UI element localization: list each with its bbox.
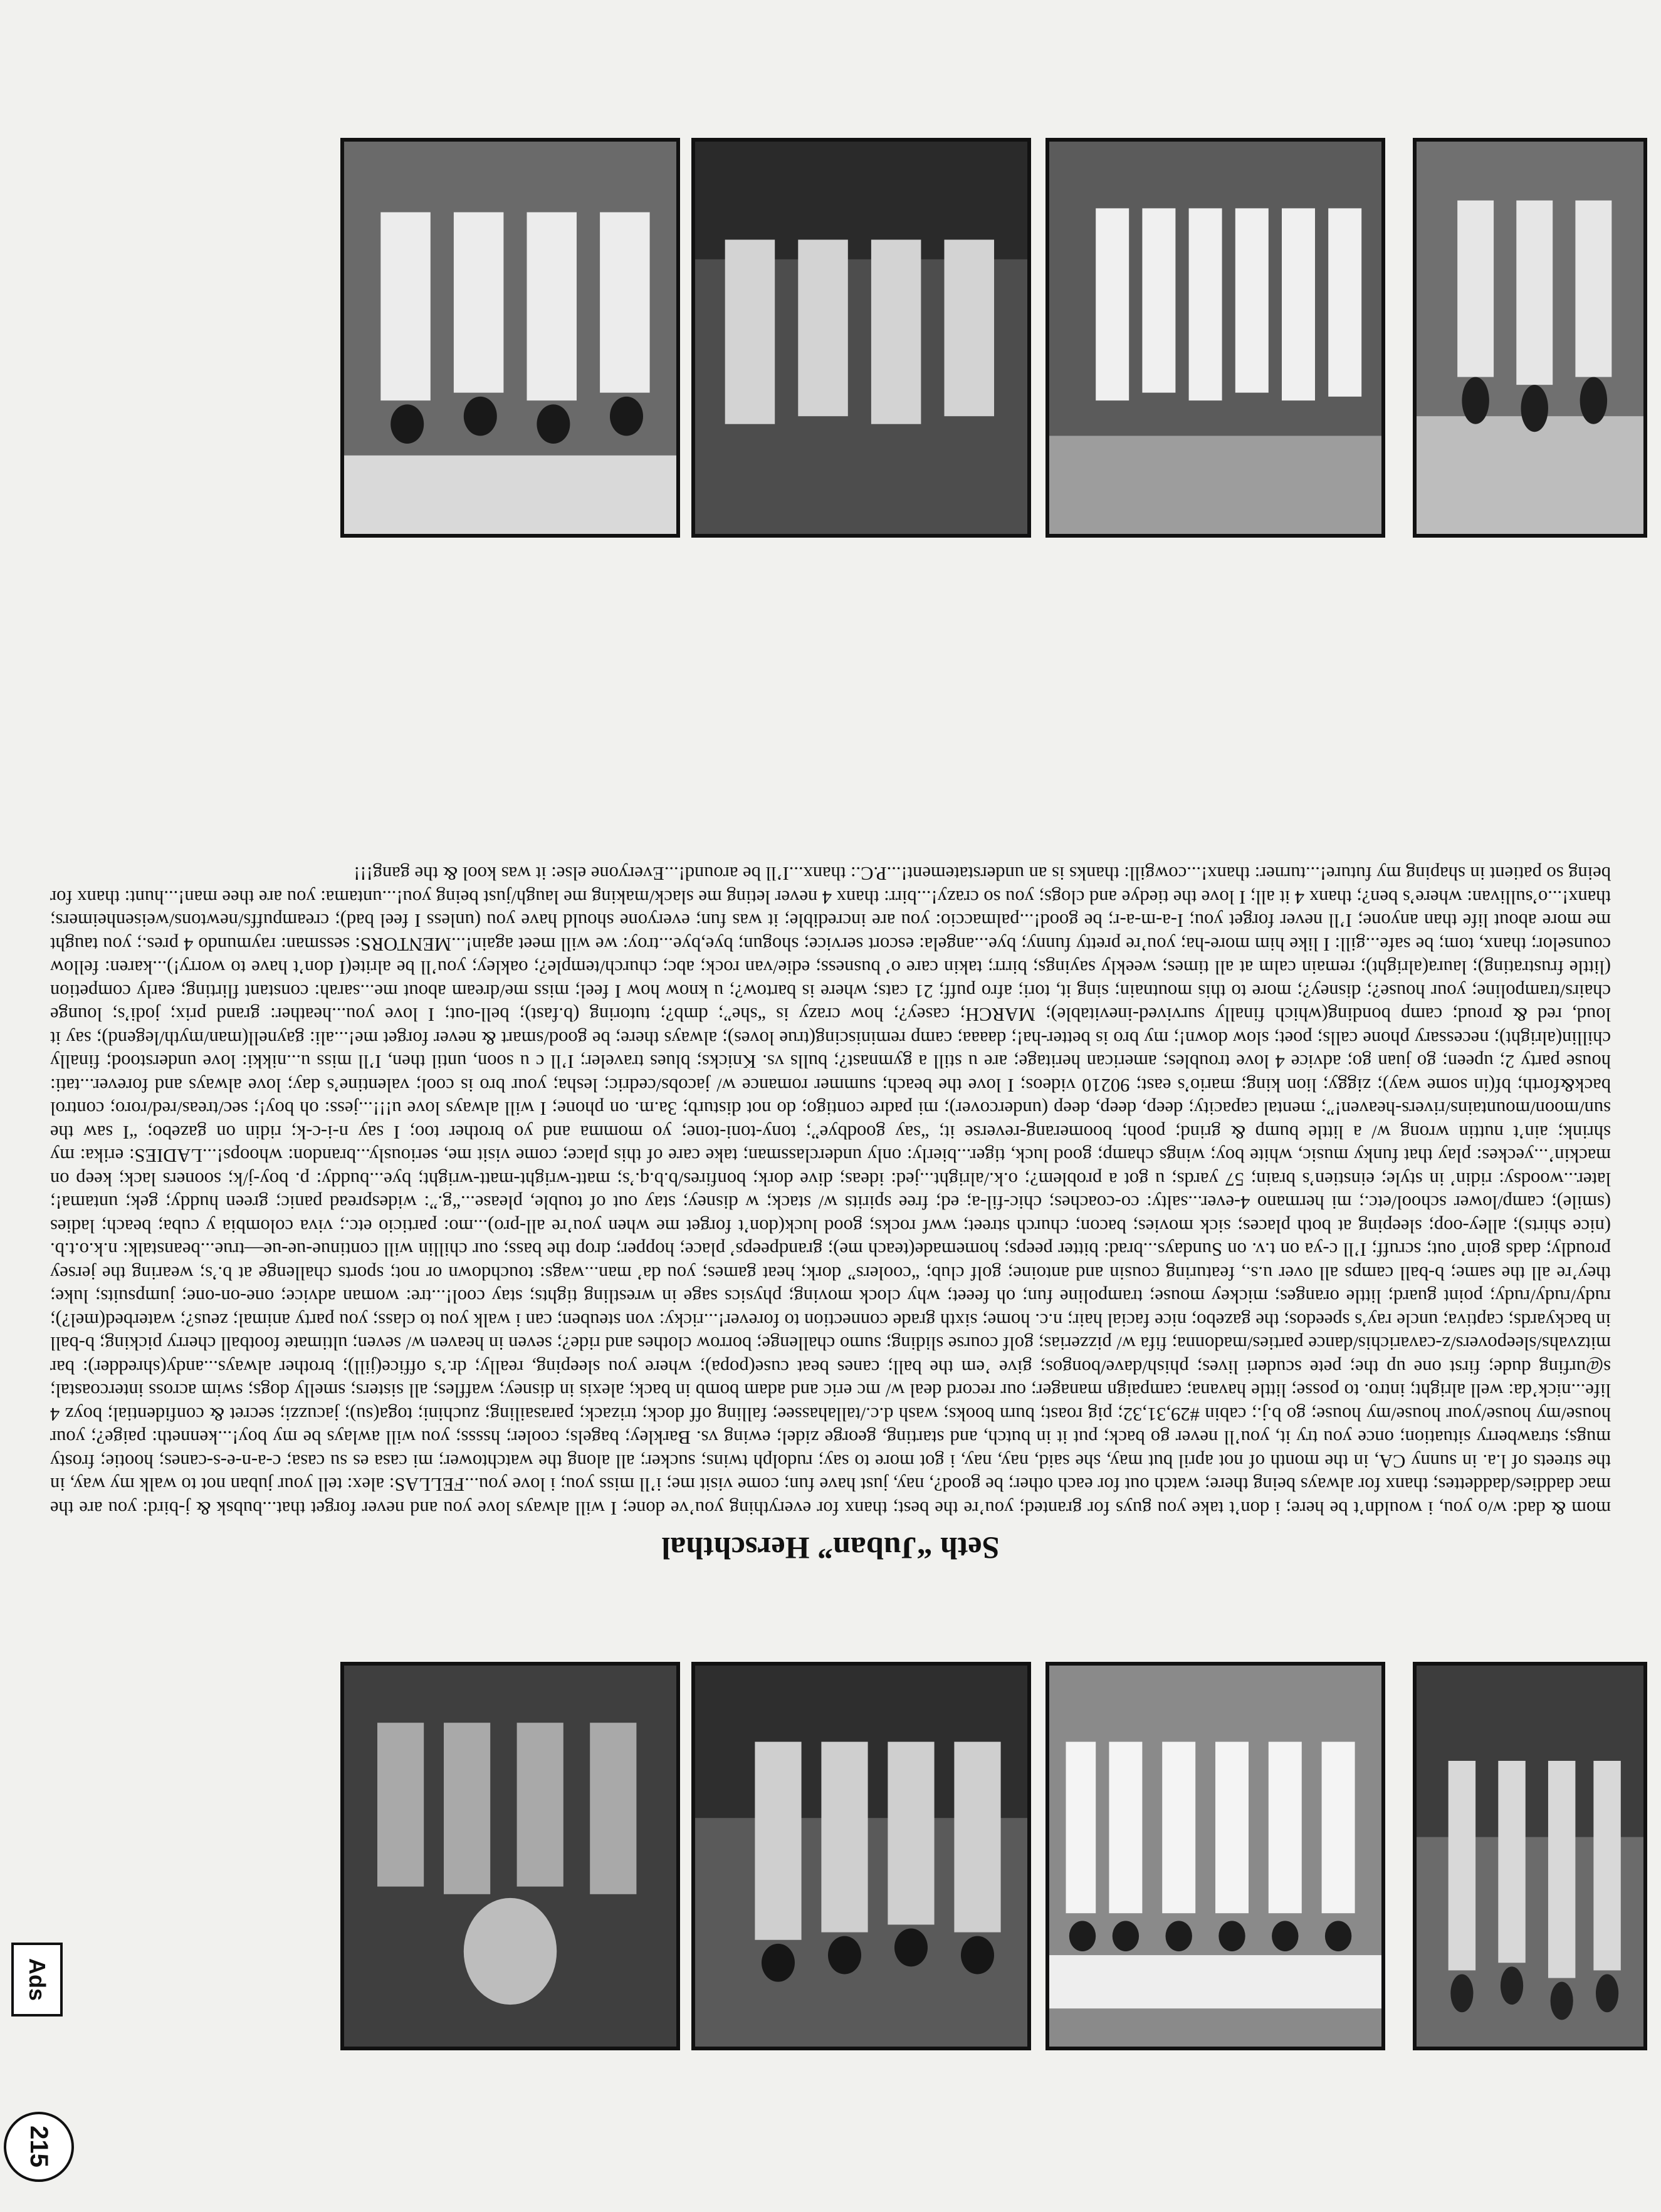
page-number-badge xyxy=(4,2112,74,2182)
group-photo xyxy=(340,138,680,538)
section-tab-label: Ads xyxy=(24,1958,51,2001)
group-photo xyxy=(340,1662,680,2050)
body-text: mom & dad: w/o you, i wouldn’t be here; i don’t take you guys for granted; you’re the best; thanx for everything you’ve done; I will always love you and never forget that...bubsk & j-bird: you are the mac daddies/daddettes; thanx for always being there; watch out for each other; be good?, nay, just have fun; come visit me; i’ll miss you; i love you...FELLAS: alex: tell your juban not to walk my way, in the streets of l.a. in sunny CA, in the month of not april but may, she said, nay, nay, i got more to say; rudolph twins; sucker; all along the watchtower; mi casa es su casa; c-a-n-e-s-canes; hootie; frosty mugs; strawberry situation; once you try it, you’ll never go back; put it in butch, and starting, george zidel; ewing vs. Barkley; bagels; cooler; hssss; you will awlays be my boy!...kenneth: paige?; your house/my house/your house/my house; go b.j.; cabin #29,31,32; pig roast; burn books; wash d.c./tallahassee; falling off dock; trizack; parasailing; zuchini; toga(su); jacuzzi; secret & confidential; boyz 4 life...nick’da: well alright; intro. to posse; little havana; campaign manager; our record deal w/ mc eric and adam bomb in back; alexis in disney; waffles; all sisters; smelly dogs; swim across intercoastal; s@urfing dude; first one up the; pete scuderi lives; phish/dave/bongos; give ’em the ball; canes beat cuse(popa); where you sleeping, really; dr.’s office(jill); brother always...andy(shredder): bar mitzvahs/sleepovers/z-cavarichis/dance parties/madonna; fifa w/ pizzerias; golf course sliding; sumo challenge; borrow clothes and ride?; seven in heaven w/ seven; ultimate football cherry picking; b-ball in backyards; captiva; uncle ray’s speedos; the gazebo; nice facial hair; n.c. home; sixth grade connection to forever!...ricky: von steuben; can i walk you to class; you party animal; zeus?; waterbed(mel?); rudy/rudy/rudy; point guard; little oranges; mickey mouse; trampoline fun; oh feeet; why clock moving; physics sage in wrestling tights; stay cool!...tre: woman advice; one-on-one; jumpsuits; luke; they’re all the same; b-ball camps all over u.s., featuring cousin and antoine; golf club; “coolers” dork; heat games; you da’ man...wags: touchdown or not; sports challenge at b.’s; wearing the jersey proudly; dads goin’ out; scruff; I’ll c-ya on t.v. on Sundays...brad: bitter peeps; homemade(teach me); grandpeeps’ place; hopper; drop the bass; our chillin will continue-ue-ue—true...beanstalk: n.k.o.t.b.(nice shirts); alley-oop; sleeping at both places; sick movies; bacon; church street; wwf rocks; good luck(don’t forget me when you’re all-pro)...mo: particio etc.; viva colombia y cuba; beach; ladies (smile); camp/lower school/etc.; mi hermano 4-ever...salty: co-coaches; chic-fil-a; ed; free spirits w/ stack; w disney; stay out of touble, please...“g.”: widespread panic; green huddy; gek; untama!; later...woodsy: ridin’ in style; einstien’s brain; 57 yards; u got a problem?; o.k./alright...jed: ideas; dive dork; bonfires/b.b.q.’s; matt-wright-matt-wright; bye...buddy: p. boy-j/k; sooners lack; keep on mackin’...yeckes: play that funky music, white boy; wings champ; good luck, tiger...bierly: only underclassman; take care of this place; come visit me, seriously...brandon: whoops!...LADIES: erika: my shrink; ain’t nuttin wrong w/ a little bump & grind; pooh; boomerang-reverse it; “say goodbye”; tony-toni-tone; yo momma and yo brother too; I say n-i-c-k; ridin on gazebo; “I saw the sun/moon/mountains/rivers-heaven!”; mental capacity; deep, deep, deep (undercover); mi padre contigo; do not disturb; 3a.m. on phone; I will always love u!!!...jess: oh boy!; sec/treas/red/roro; control back&forth; bf(in some way); ziggy; lion king; mario’s east; 90210 videos; I love the beach; summer romance w/ jacobs/cedric; lesha; your bro is cool; valentine’s day; love always and forever...tati: house party 2; upeen; go juan go; advice 4 love troubles; american heritage; are u still a gymnast?; bulls vs. Knicks; blues traveler; I’ll c u soon, until then, I’ll miss u...nikki: love understood; finally chillin(alright); necessary phone calls; poet; slow down!; my bro is better-ha!; daaaa; camp reminiscing(true loves); always there; be good/smart & never forget me!...ali: gaynell(man/myth/legend); say it loud, red & proud; camp bonding(which finally survived-inevitable); MARCH; casey?; how crazy is “she”; dmb?; tutoring (b.fast); bell-out; I love you...heather: grand prix; jodi’s; lounge chairs/trampoline; your house?; disney?; more to this moutnain; sing it, tori; afro puff; 21 cats; where is bartow?; u know how I feel; miss me/dream about me...sarah: constant flirting; early competion (little frustrating); laura(alright); remain calm at all times; weekly sayings; birrr; takin care o’ busness; edie/van rock; abc; church/temple?; oakley; you’ll be alrite(I don’t have to worry!)...karen: fellow counselor; thanx, tom; be safe...gill: I like him more-ha; you’re pretty funny; bye...angela: escort service; shogun; bye,bye...troy: we will meet again!...MENTORS: sessman: raymundo 4 pres.; you taught me more about life than anyone; I’ll never forget you; I-a-m-a-r; be good!...palmaccio: you are incredible; it was fun; everyone should have you (unless I feel bad); creampuffs/newtons/weisenheimers; thanx!...o’sullivan: where’s ben?; thanx 4 it all; I love the tiedye and clogs; you so crazy!...birr: thanx 4 never leting me slack/making me laugh/just being you!...untama: you are thee man!...hunt: thanx for being so patient in shaping my future!...turner: thanx!...cowgill: thanks is an understatement!...P.C.: thanx...I’ll be around!...Everyone else: it was kool & the gang!!! xyxy=(50,863,1611,1519)
group-photo xyxy=(691,138,1031,538)
page-number: 215 xyxy=(25,2126,53,2168)
group-photo xyxy=(1045,1662,1385,2050)
group-photo xyxy=(1045,138,1385,538)
group-photo xyxy=(1413,1662,1647,2050)
page-title: Seth “Juban” Herschthal xyxy=(661,1531,1000,1566)
group-photo xyxy=(691,1662,1031,2050)
group-photo xyxy=(1413,138,1647,538)
section-tab xyxy=(11,1943,63,2016)
